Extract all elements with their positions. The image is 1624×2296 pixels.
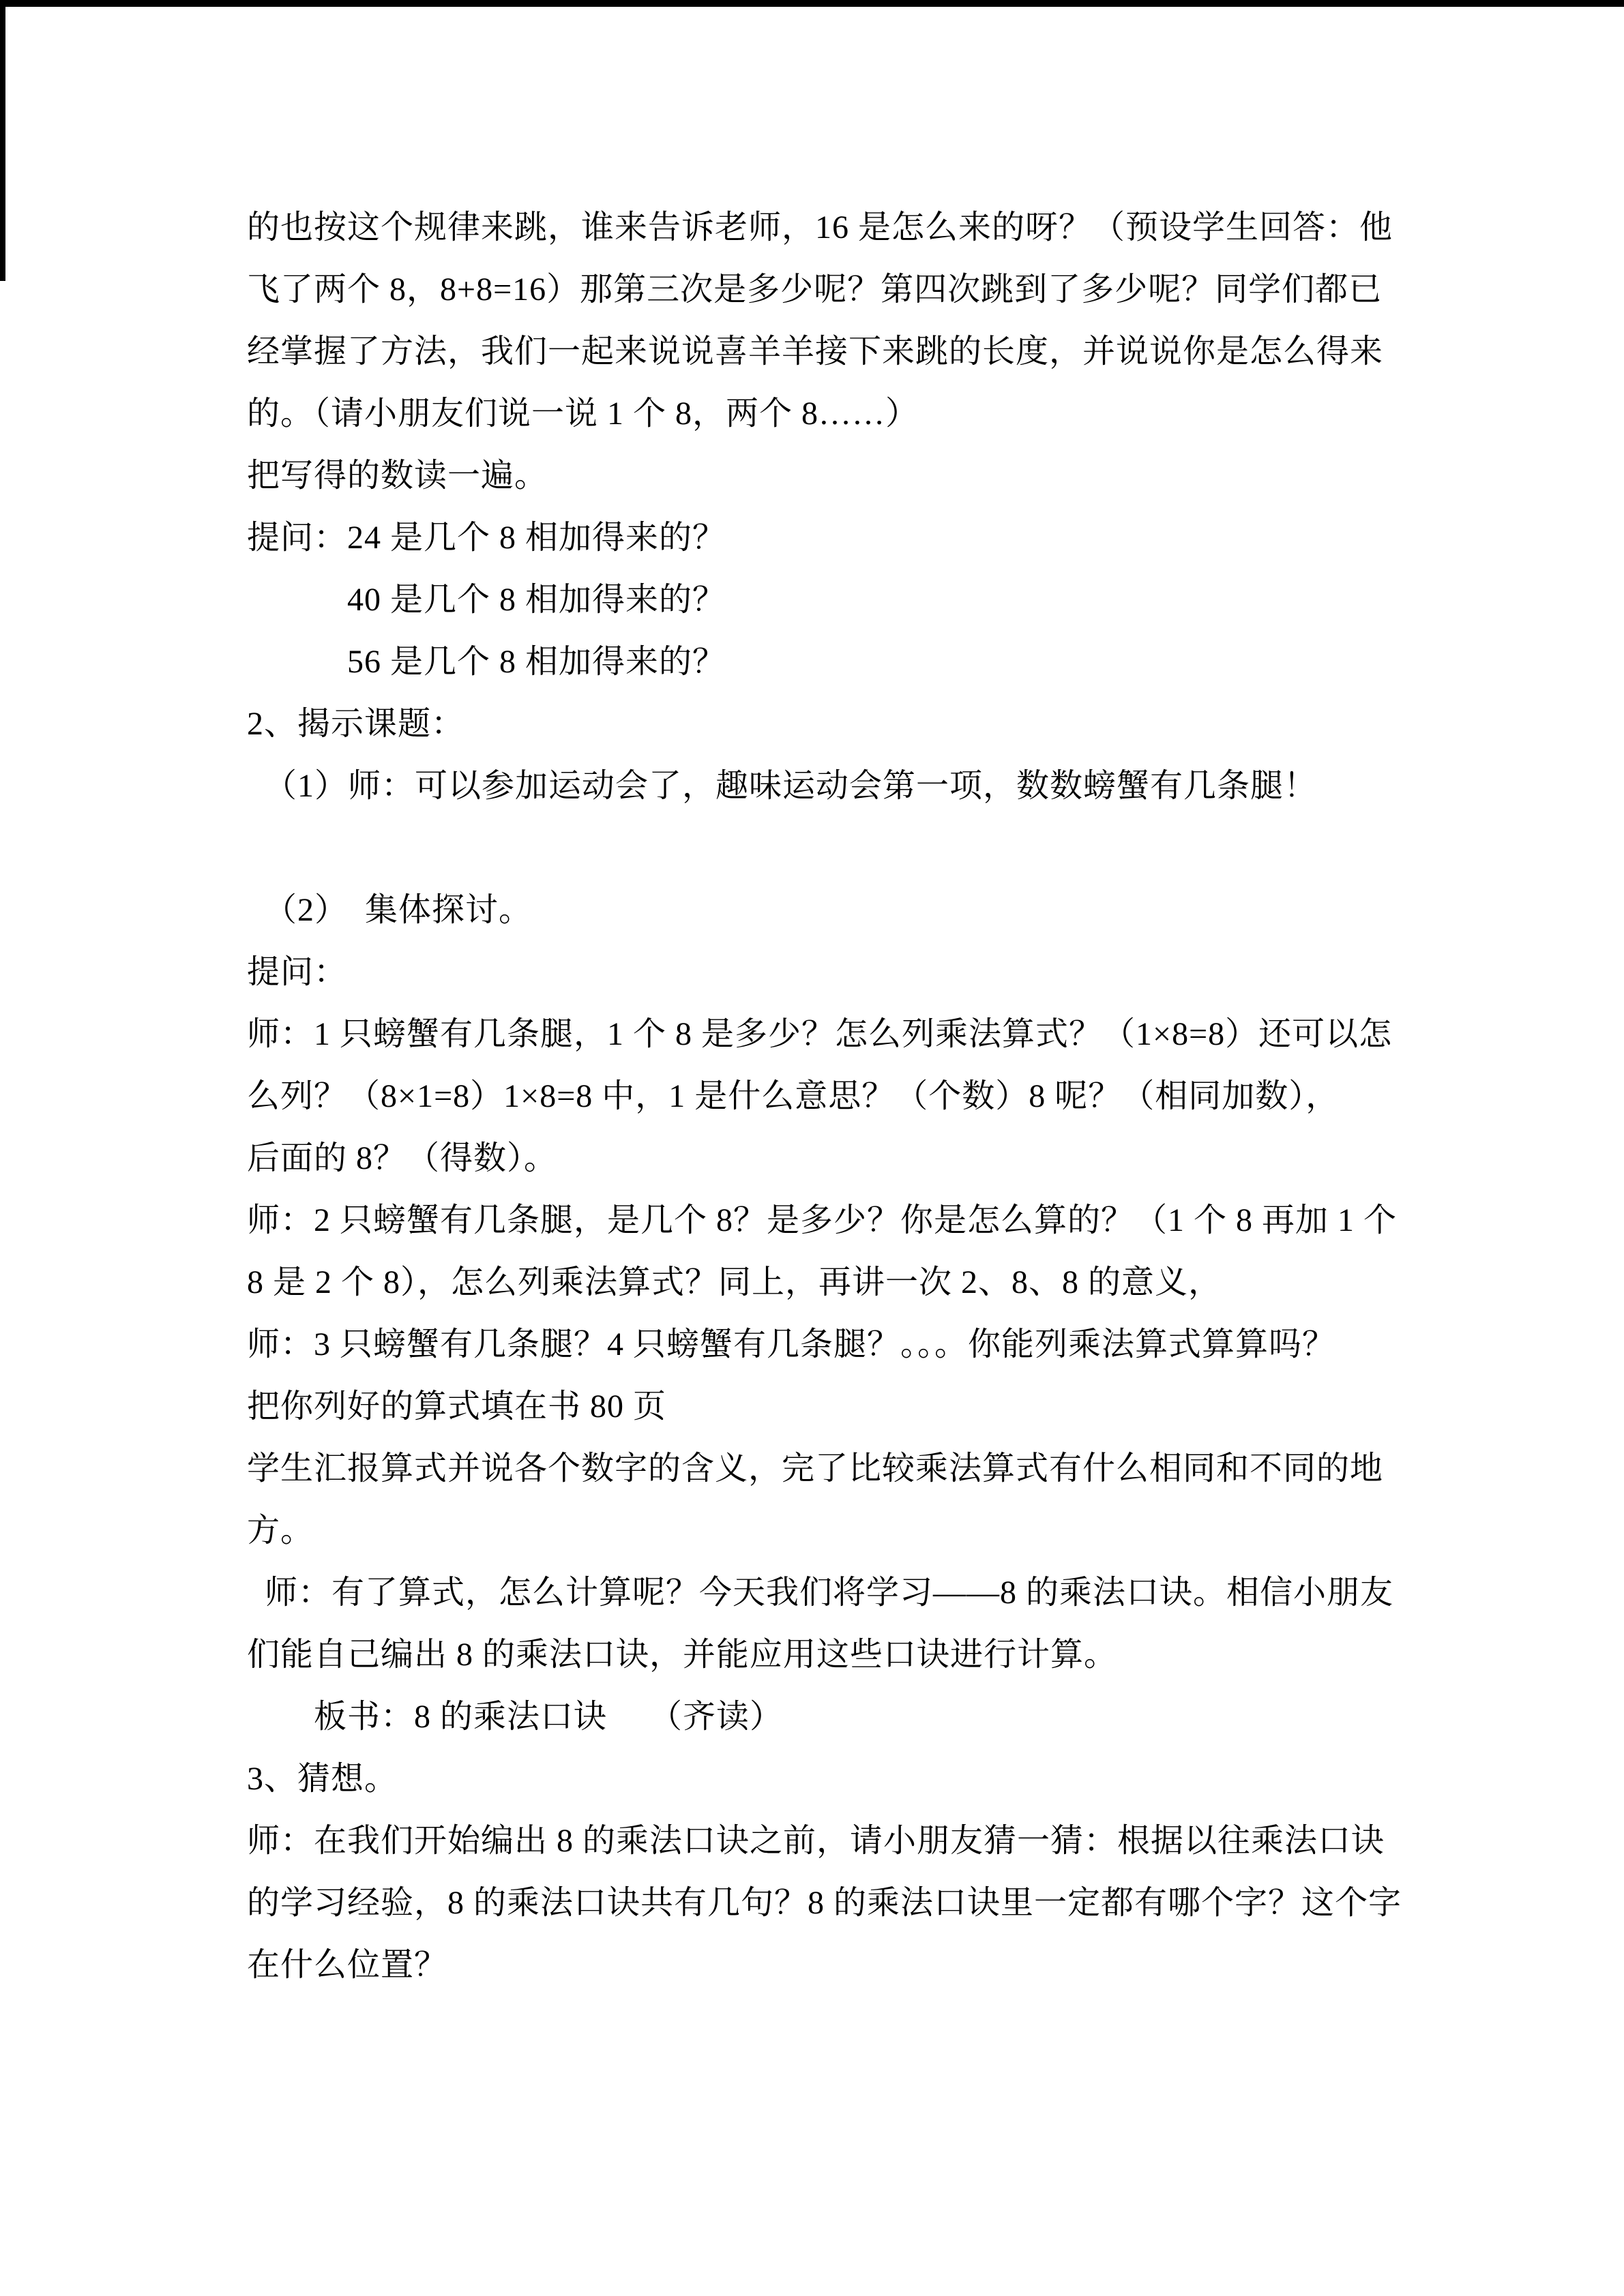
text-line: 飞了两个 8，8+8=16）那第三次是多少呢？第四次跳到了多少呢？同学们都已 bbox=[247, 271, 1383, 308]
text-line: 8 是 2 个 8），怎么列乘法算式？同上，再讲一次 2、8、8 的意义， bbox=[247, 1264, 1222, 1300]
text-line: 在什么位置？ bbox=[247, 1947, 448, 1983]
text-line bbox=[247, 817, 1400, 879]
text-line: （2） 集体探讨。 bbox=[247, 892, 533, 928]
left-edge-scan-artifact bbox=[0, 0, 5, 281]
top-edge-scan-artifact bbox=[0, 0, 1624, 7]
text-line: 么列？（8×1=8）1×8=8 中，1 是什么意思？（个数）8 呢？（相同加数）， bbox=[247, 1078, 1340, 1114]
text-line: 后面的 8？（得数）。 bbox=[247, 1140, 558, 1176]
text-line: 方。 bbox=[247, 1512, 314, 1549]
text-line: 师：2 只螃蟹有几条腿，是几个 8？是多少？你是怎么算的？（1 个 8 再加 1 个 bbox=[247, 1202, 1398, 1238]
text-line: 学生汇报算式并说各个数字的含义，完了比较乘法算式有什么相同和不同的地 bbox=[247, 1450, 1384, 1487]
text-line: 师：有了算式，怎么计算呢？今天我们将学习——8 的乘法口诀。相信小朋友 bbox=[247, 1575, 1394, 1611]
text-line: 提问： bbox=[247, 954, 348, 990]
document-text-block bbox=[247, 196, 1400, 1996]
text-line: 师：在我们开始编出 8 的乘法口诀之前，请小朋友猜一猜：根据以往乘法口诀 bbox=[247, 1823, 1385, 1859]
text-line: 把写得的数读一遍。 bbox=[247, 458, 548, 494]
text-line: 们能自己编出 8 的乘法口诀，并能应用这些口诀进行计算。 bbox=[247, 1637, 1118, 1673]
text-line: 2、揭示课题： bbox=[247, 706, 465, 742]
text-line: 的学习经验，8 的乘法口诀共有几句？8 的乘法口诀里一定都有哪个字？这个字 bbox=[247, 1885, 1402, 1921]
text-line: 提问：24 是几个 8 相加得来的？ bbox=[247, 520, 726, 556]
text-line: 40 是几个 8 相加得来的？ bbox=[247, 582, 726, 618]
text-line: 3、猜想。 bbox=[247, 1761, 398, 1797]
text-line: 经掌握了方法，我们一起来说说喜羊羊接下来跳的长度，并说说你是怎么得来 bbox=[247, 333, 1384, 370]
text-line: 56 是几个 8 相加得来的？ bbox=[247, 644, 726, 680]
text-line: （1）师：可以参加运动会了，趣味运动会第一项，数数螃蟹有几条腿！ bbox=[247, 768, 1318, 804]
text-line: 的也按这个规律来跳，谁来告诉老师，16 是怎么来的呀？（预设学生回答：他 bbox=[247, 209, 1393, 245]
text-line: 把你列好的算式填在书 80 页 bbox=[247, 1388, 667, 1425]
text-line: 师：1 只螃蟹有几条腿，1 个 8 是多少？怎么列乘法算式？（1×8=8）还可以怎 bbox=[247, 1016, 1393, 1052]
text-line: 板书：8 的乘法口诀 （齐读） bbox=[247, 1699, 784, 1735]
text-line: 的。（请小朋友们说一说 1 个 8，两个 8……） bbox=[247, 396, 919, 432]
text-line: 师：3 只螃蟹有几条腿？4 只螃蟹有几条腿？。。。你能列乘法算式算算吗？ bbox=[247, 1326, 1336, 1362]
